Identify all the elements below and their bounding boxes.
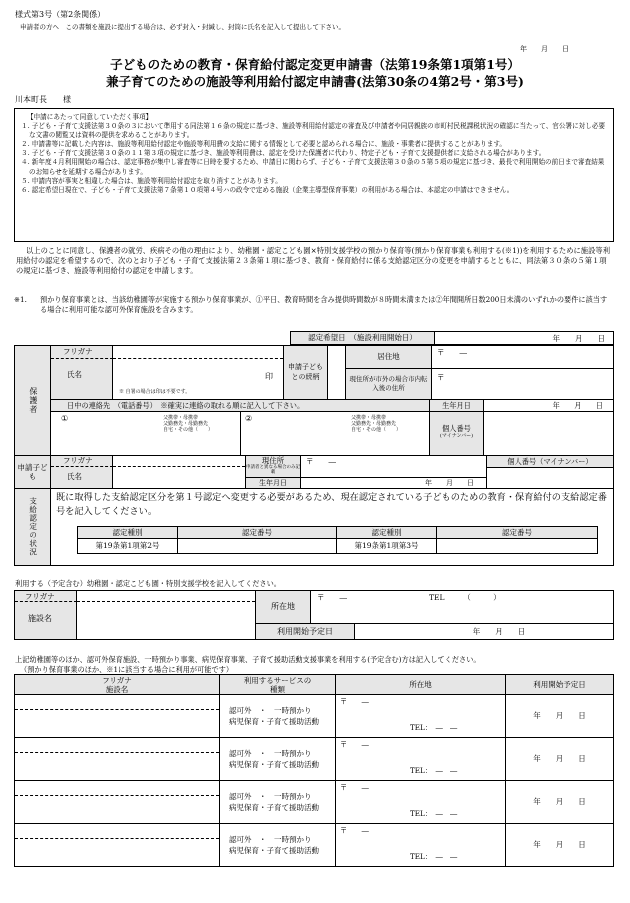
guardian-name-input[interactable] (113, 359, 283, 399)
seal-mark: 印 (265, 372, 273, 381)
consent-item-1: １. 子ども・子育て支援法第３０条の３において準用する同法第１６条の規定に基づき、施設等利用給付認定の審査及び申請者や同居親族の市町村民税課税状況の確認に当たって、官公署に対し必要な文書の閲覧又は資料の提供を求めることがあります。 (21, 122, 606, 140)
note-1-text: 預かり保育事業とは、当該幼稚園等が実施する預かり保育事業が、①平日、教育時間を含み提供時間数が８時間未満または②年間開所日数200日未満のいずれかの要件に該当する場合に利用可能な認可外保育施設を含みます。 (40, 295, 608, 314)
residence-label: 居住地 (346, 346, 432, 369)
other-row-name[interactable] (15, 695, 220, 737)
guardian-id-input[interactable] (484, 412, 613, 455)
child-birth-label: 生年月日 (245, 478, 301, 488)
status-h-no-1: 認定番号 (178, 527, 337, 539)
status-section-label (15, 489, 51, 565)
other-postal: 〒 ― (340, 783, 369, 792)
other-row-service[interactable] (220, 738, 336, 780)
facility-start-input[interactable]: 年 月 日 (472, 627, 526, 636)
consent-box (14, 108, 614, 242)
other-row-start[interactable]: 年 月 日 (533, 754, 586, 763)
child-name-input[interactable] (113, 467, 245, 488)
child-address-input[interactable]: 〒 ― (301, 456, 487, 478)
other-row (15, 781, 613, 824)
contact-1[interactable] (51, 412, 241, 455)
outside-address-label: 現住所が市外の場合市内転入後の住所 (346, 369, 432, 399)
guardian-name-label: 氏名 (51, 359, 113, 399)
guardian-id-label (430, 412, 484, 455)
consent-heading: 【申請にあたって同意していただく事項】 (27, 113, 153, 121)
other-row-service[interactable] (220, 781, 336, 823)
contact-2-marker: ② (245, 414, 253, 423)
guardian-id-label-text: 個人番号 (442, 424, 471, 433)
other-row-address[interactable] (336, 738, 506, 780)
facility-name-input[interactable] (77, 602, 255, 639)
note-1 (14, 295, 614, 315)
other-row-name[interactable] (15, 738, 220, 780)
facility-name-label: 施設名 (15, 602, 77, 639)
other-row-name[interactable] (15, 781, 220, 823)
contact-1-types: 父携帯・母携帯 父勤務先・母勤務先 自宅・その他（ ） (163, 415, 214, 433)
status-h-type-2: 認定種別 (337, 527, 437, 539)
other-row-address[interactable] (336, 695, 506, 737)
contact-label: 日中の連絡先 （電話番号） ※確実に連絡の取れる順に記入して下さい。 (51, 400, 430, 412)
svc-option-1: 認可外 ・ 一時預かり (229, 749, 312, 758)
form-number: 様式第3号（第2条関係） (15, 10, 106, 19)
other-postal: 〒 ― (340, 826, 369, 835)
facility-furigana-input[interactable] (77, 591, 255, 602)
svc-option-2: 病児保育・子育て援助活動 (229, 846, 319, 856)
status-type-2: 第19条第1項第3号 (337, 539, 437, 553)
other-h-name: フリガナ 施設名 (15, 675, 220, 695)
other-row-address[interactable] (336, 781, 506, 823)
child-section-label: 申請子ども (15, 456, 51, 488)
facility-address-label: 所在地 (255, 591, 311, 624)
guardian-birth-input[interactable]: 年 月 日 (484, 400, 613, 412)
other-tel: TEL： ― ― (410, 766, 458, 775)
facility-furigana-label: フリガナ (15, 591, 77, 602)
consent-item-3: ３. 子ども・子育て支援法第３０条の１１第３項の規定に基づき、施設等利用費は、認定を受けた保護者に代わり、特定子ども・子育て支援提供者に支給される場合があります。 (21, 149, 546, 158)
status-h-type-1: 認定種別 (78, 527, 178, 539)
facility-tel: TEL （ ） (429, 593, 501, 602)
child-id-label: 個人番号（マイナンバー） (487, 456, 613, 468)
status-no-2-input[interactable] (437, 539, 597, 553)
contact-1-marker: ① (61, 414, 69, 423)
status-text: 既に取得した支給認定区分を第１号認定へ変更する必要があるため、現在認定されている子どものための教育・保育給付の支給認定番号を記入してください。 (56, 492, 607, 517)
child-name-label: 氏名 (51, 467, 113, 488)
svc-option-1: 認可外 ・ 一時預かり (229, 792, 312, 801)
guardian-id-sub: (マイナンバー) (439, 433, 474, 440)
other-postal: 〒 ― (340, 697, 369, 706)
child-address-label-text: 現住所 (261, 456, 285, 465)
svc-option-2: 病児保育・子育て援助活動 (229, 760, 319, 770)
other-sub: （預かり保育事業のほか、※1に該当する場合に利用が可能です） (20, 665, 234, 674)
contact-2[interactable] (241, 412, 430, 455)
note-1-label: ※1. (14, 295, 27, 304)
title-line-1: 子どものための教育・保育給付認定変更申請書（法第19条第1項第1号） (110, 57, 520, 72)
other-row (15, 695, 613, 738)
outside-address-input[interactable]: 〒 (437, 373, 445, 382)
facility-address-input[interactable] (311, 591, 613, 624)
other-row (15, 738, 613, 781)
other-h-address: 所在地 (336, 675, 506, 695)
child-furigana-label: フリガナ (51, 456, 113, 467)
other-row-address[interactable] (336, 824, 506, 866)
relation-label: 申請子どもとの続柄 (283, 346, 328, 399)
facility-heading: 利用する（予定含む）幼稚園・認定こども園・特別支援学校を記入してください。 (15, 579, 281, 588)
desired-date-label: 認定希望日 （施設利用開始日） (290, 331, 435, 345)
contact-2-types: 父携帯・母携帯 父勤務先・母勤務先 自宅・その他（ ） (351, 415, 402, 433)
seal-note: ※ 自署の場合は印は不要です。 (119, 389, 191, 395)
other-h-service: 利用するサービスの種類 (220, 675, 336, 695)
svc-option-1: 認可外 ・ 一時預かり (229, 706, 312, 715)
consent-item-6: ６. 認定希望日現在で、子ども・子育て支援法第７条第１０項第４号ハの政令で定める施設（企業主導型保育事業）の利用がある場合は、本認定の申請はできません。 (21, 185, 514, 194)
other-tel: TEL： ― ― (410, 852, 458, 861)
status-label-text: 支給認定の状況 (28, 497, 38, 557)
guardian-birth-label: 生年月日 (430, 400, 484, 412)
other-h-start: 利用開始予定日 (506, 675, 613, 695)
svc-option-2: 病児保育・子育て援助活動 (229, 717, 319, 727)
child-furigana-input[interactable] (113, 456, 245, 467)
consent-item-5: ５. 申請内容が事実と相違した場合は、施設等利用給付認定を取り消すことがあります。 (21, 176, 282, 185)
submission-notice: 申請者の方へ この書類を施設に提出する場合は、必ず封入・封緘し、封筒に氏名を記入して提出して下さい。 (20, 23, 345, 31)
other-row-name[interactable] (15, 824, 220, 866)
child-address-note: 申請者と異なる場合のみ記載 (246, 465, 300, 476)
other-heading: 上記幼稚園等のほか、認可外保育施設、一時預かり事業、病児保育事業、子育て援助活動支援事業を利用する(予定含む)方は記入してください。 (15, 655, 481, 664)
guardian-label-text: 保護者 (28, 387, 38, 414)
other-tel: TEL： ― ― (410, 723, 458, 732)
facility-postal: 〒 ― (317, 593, 347, 602)
svc-option-1: 認可外 ・ 一時預かり (229, 835, 312, 844)
consent-item-2: ２. 申請書等に記載した内容は、施設等利用給付認定や施設等利用費の支給に関する情報として必要と認められる場合に、施設・事業者に提供することがあります。 (21, 140, 507, 149)
other-postal: 〒 ― (340, 740, 369, 749)
consent-item-4: ４. 新年度４月利用開始の場合は、認定事務が集中し審査等に日時を要するため、申請日に関わらず、子ども・子育て支援法第３０条の５第５項の規定に基づき、最長で利用開始の前日まで審査結果のお知らせを延期する場合があります。 (21, 158, 605, 176)
residence-input[interactable]: 〒 ― (432, 346, 613, 369)
other-row-start[interactable]: 年 月 日 (533, 797, 586, 806)
relation-input[interactable] (328, 346, 346, 399)
guardian-furigana-label: フリガナ (51, 346, 113, 359)
intro-paragraph: 以上のことに同意し、保護者の就労、疾病その他の理由により、幼稚園・認定こども園×特別支援学校の預かり保育等(預かり保育事業も利用する(※1))を利用するために施設等利用給付の認定を希望するので、次のとおり子ども・子育て支援法第２３条第１項に基づき、教育・保育給付に係る支給認定区分の変更を申請するとともに、同法第３０条の５第１項の規定に基づき、施設等利用給付の認定を申請します。 (16, 246, 610, 276)
status-h-no-2: 認定番号 (437, 527, 597, 539)
other-row-service[interactable] (220, 695, 336, 737)
svc-option-2: 病児保育・子育て援助活動 (229, 803, 319, 813)
facility-start-label: 利用開始予定日 (255, 624, 355, 639)
other-row-service[interactable] (220, 824, 336, 866)
status-type-1: 第19条第1項第2号 (78, 539, 178, 553)
title-line-2: 兼子育てのための施設等利用給付認定申請書(法第30条の4第2号・第3号) (106, 74, 524, 89)
application-date: 年 月 日 (520, 45, 569, 53)
status-no-1-input[interactable] (178, 539, 337, 553)
other-row-start[interactable]: 年 月 日 (533, 840, 586, 849)
child-id-input[interactable] (487, 468, 613, 488)
other-row (15, 824, 613, 866)
desired-date-field[interactable]: 年 月 日 (434, 331, 614, 345)
child-birth-input[interactable]: 年 月 日 (301, 478, 487, 488)
addressee: 川本町長 様 (15, 95, 71, 104)
child-address-label (245, 456, 301, 478)
guardian-furigana-input[interactable] (113, 346, 283, 359)
other-row-start[interactable]: 年 月 日 (533, 711, 586, 720)
other-tel: TEL： ― ― (410, 809, 458, 818)
guardian-section-label (15, 346, 51, 455)
